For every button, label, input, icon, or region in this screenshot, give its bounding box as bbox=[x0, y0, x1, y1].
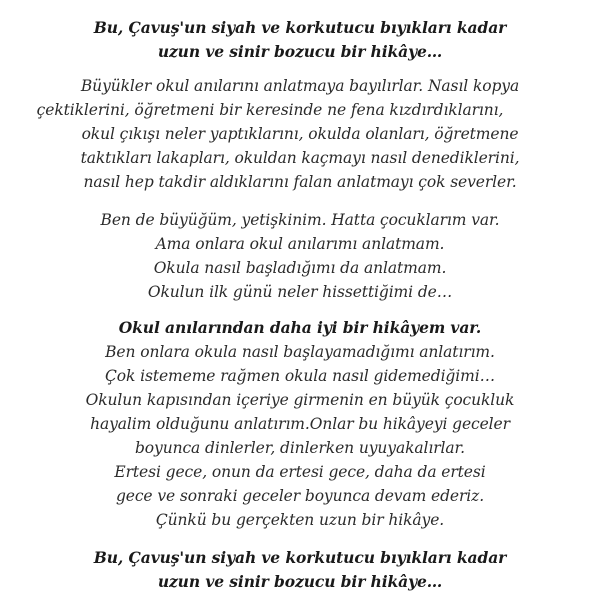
paragraph-1-line-5: nasıl hep takdir aldıklarını falan anlatmayı çok severler. bbox=[83, 173, 517, 191]
paragraph-3-line-2: Çok istememe rağmen okula nasıl gidemediğimi… bbox=[105, 367, 495, 385]
paragraph-2-line-4: Okulun ilk günü neler hissettiğimi de… bbox=[147, 283, 453, 301]
paragraph-1-line-4: taktıkları lakapları, okuldan kaçmayı nasıl denediklerini, bbox=[80, 149, 520, 167]
footer-line-1: Bu, Çavuş'un siyah ve korkutucu bıyıkları kadar bbox=[93, 548, 507, 567]
paragraph-1-line-3: okul çıkışı neler yaptıklarını, okulda olanları, öğretmene bbox=[81, 125, 519, 143]
paragraph-2-line-1: Ben de büyüğüm, yetişkinim. Hatta çocuklarım var. bbox=[100, 211, 500, 229]
paragraph-3-line-7: gece ve sonraki geceler boyunca devam ederiz. bbox=[115, 487, 485, 505]
paragraph-3-line-3: Okulun kapısından içeriye girmenin en büyük çocukluk bbox=[85, 391, 515, 409]
header-line-2: uzun ve sinir bozucu bir hikâye… bbox=[157, 42, 443, 61]
paragraph-3-line-8: Çünkü bu gerçekten uzun bir hikâye. bbox=[155, 511, 445, 529]
header-line-1: Bu, Çavuş'un siyah ve korkutucu bıyıkları kadar bbox=[93, 18, 507, 37]
subheading: Okul anılarından daha iyi bir hikâyem var. bbox=[118, 318, 482, 337]
paragraph-2-line-3: Okula nasıl başladığımı da anlatmam. bbox=[153, 259, 447, 277]
paragraph-2-line-2: Ama onlara okul anılarımı anlatmam. bbox=[155, 235, 445, 253]
paragraph-1-line-2: çektiklerini, öğretmeni bir keresinde ne fena kızdırdıklarını, bbox=[36, 101, 504, 119]
footer-line-2: uzun ve sinir bozucu bir hikâye… bbox=[157, 572, 443, 591]
paragraph-3-line-5: boyunca dinlerler, dinlerken uyuyakalırlar. bbox=[134, 439, 465, 457]
paragraph-3-line-1: Ben onlara okula nasıl başlayamadığımı anlatırım. bbox=[105, 343, 495, 361]
paragraph-3-line-4: hayalim olduğunu anlatırım.Onlar bu hikâyeyi geceler bbox=[90, 415, 510, 433]
paragraph-3-line-6: Ertesi gece, onun da ertesi gece, daha da ertesi bbox=[114, 463, 486, 481]
paragraph-1-line-1: Büyükler okul anılarını anlatmaya bayılırlar. Nasıl kopya bbox=[80, 77, 520, 95]
